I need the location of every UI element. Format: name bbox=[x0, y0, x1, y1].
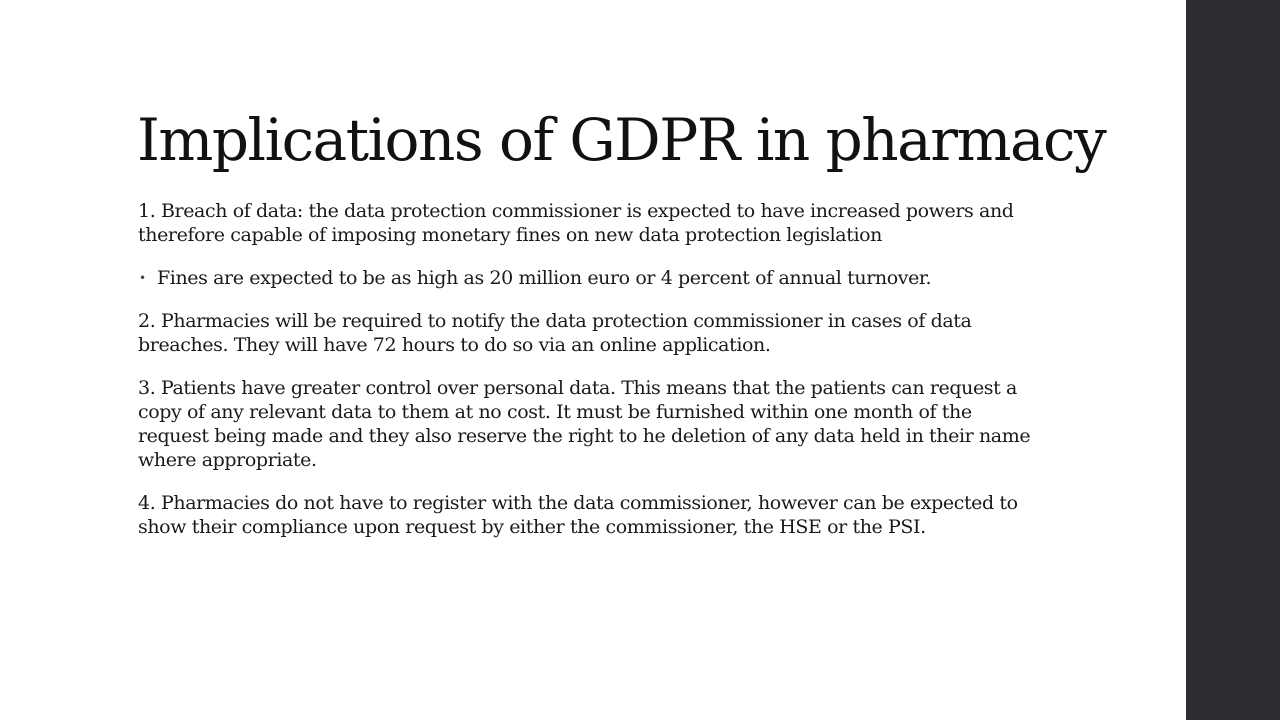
point-1: 1. Breach of data: the data protection commissioner is expected to have increased powers and therefore capable of imposing monetary fines on new data protection legislation bbox=[138, 200, 1014, 246]
bullet-dot-icon: • bbox=[139, 271, 146, 285]
slide-title: Implications of GDPR in pharmacy bbox=[137, 106, 1106, 174]
bullet-item bbox=[138, 266, 1038, 290]
sidebar-accent bbox=[1186, 0, 1280, 720]
point-2: 2. Pharmacies will be required to notify the data protection commissioner in cases of data breaches. They will have 72 hours to do so via an online application. bbox=[138, 310, 972, 356]
point-3: 3. Patients have greater control over personal data. This means that the patients can request a copy of any relevant data to them at no cost. It must be furnished within one month of the request being made and they also reserve the right to he deletion of any data held in their name where appropriate. bbox=[138, 377, 1031, 471]
slide-body bbox=[138, 199, 1038, 558]
bullet-text: Fines are expected to be as high as 20 million euro or 4 percent of annual turnover. bbox=[157, 267, 932, 289]
point-4: 4. Pharmacies do not have to register with the data commissioner, however can be expected to show their compliance upon request by either the commissioner, the HSE or the PSI. bbox=[138, 492, 1018, 538]
